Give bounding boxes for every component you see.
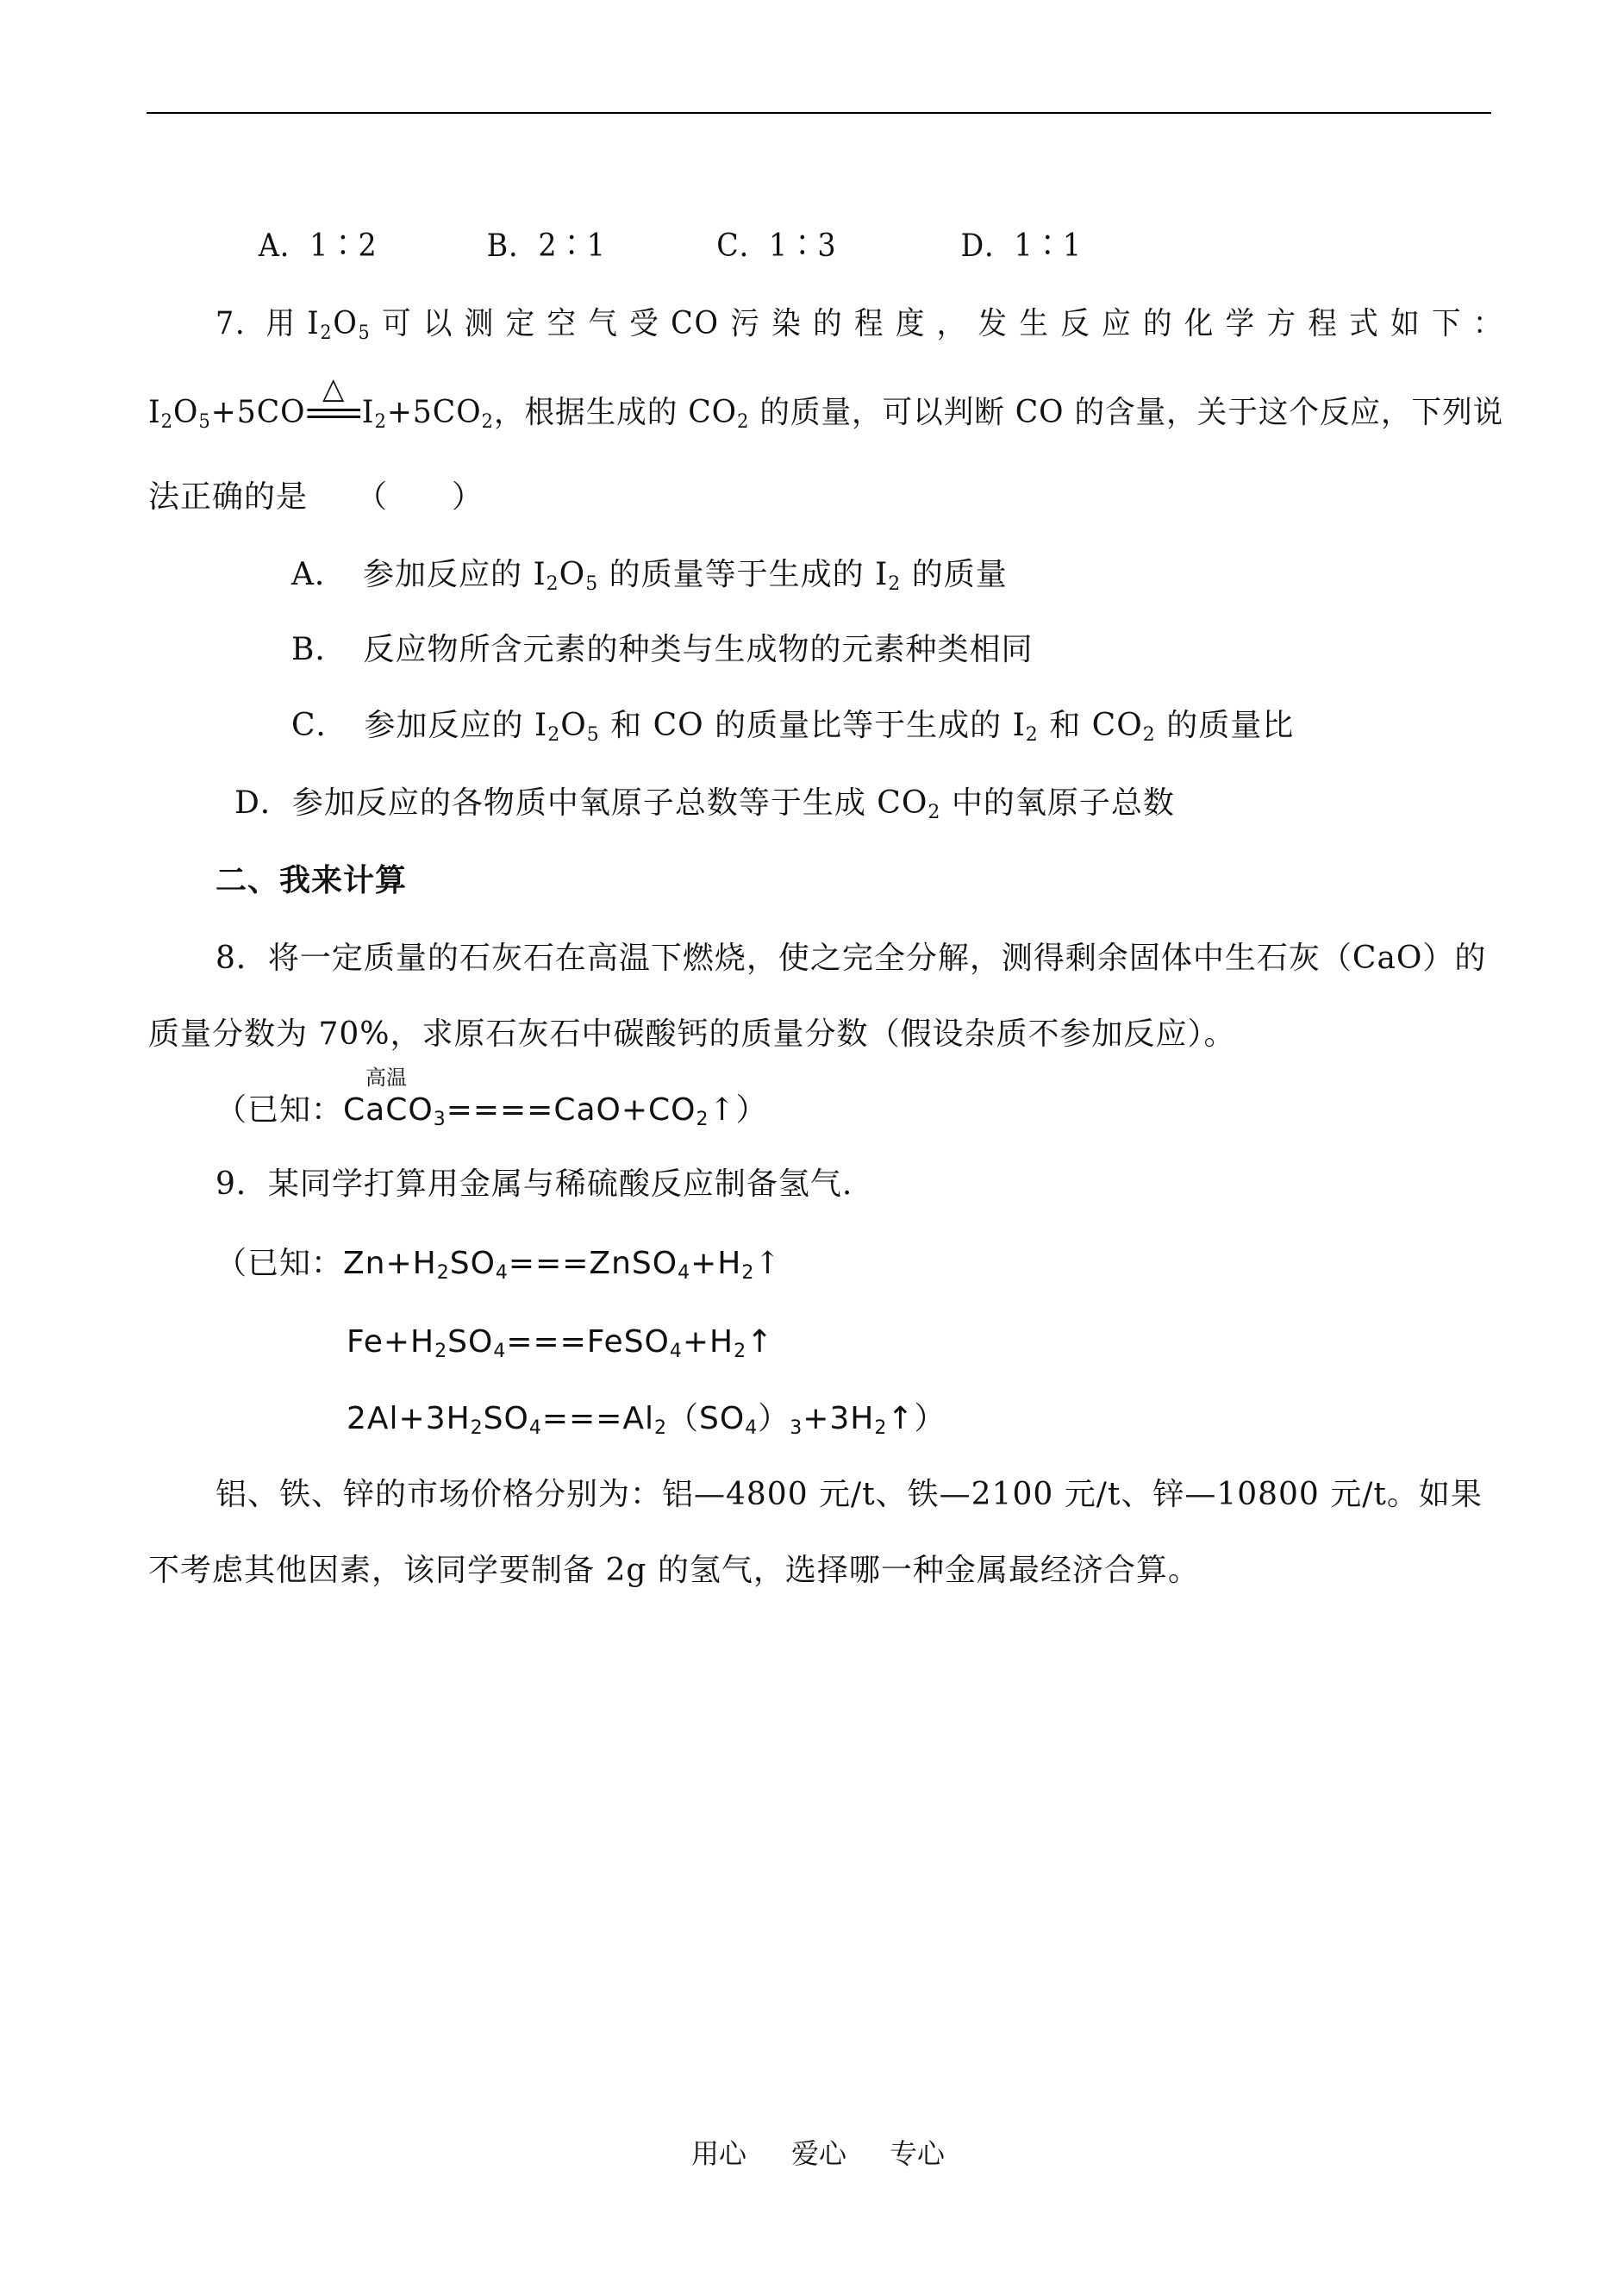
- q7-option-d: D．参加反应的各物质中氧原子总数等于生成 $CO_2$ 中的氧原子总数: [234, 785, 1175, 823]
- q7-question-line3: 法正确的是 （ ）: [148, 479, 484, 515]
- q7-option-a: A． 参加反应的 $I_2O_5$ 的质量等于生成的 $I_2$ 的质量: [291, 557, 1008, 595]
- footer-motto-3: 专心: [890, 2137, 946, 2170]
- q6-option-c: C．1∶3: [716, 228, 837, 264]
- q8-question-line1: 8．将一定质量的石灰石在高温下燃烧，使之完全分解，测得剩余固体中生石灰（CaO）的: [215, 941, 1487, 976]
- q7-equation-line: $I_2O_5+5CO$ △ $I_2+5CO_2$，根据生成的 $CO_2$ 的质量，可以判断 CO 的含量，关于这个反应，下列说: [148, 372, 1504, 433]
- q8-known-equation: （已知：$CaCO_3====CaO+CO_2↑$）: [215, 1092, 768, 1130]
- footer-motto-1: 用心: [691, 2137, 747, 2170]
- header-rule: [147, 112, 1491, 114]
- section-heading: 二、我来计算: [215, 863, 408, 898]
- q9-price-line1: 铝、铁、锌的市场价格分别为：铝—4800 元/t、铁—2100 元/t、锌—10800 元/t。如果: [215, 1477, 1483, 1512]
- footer-motto-2: 爱心: [791, 2137, 847, 2170]
- q8-reaction-condition: 高温: [365, 1066, 407, 1090]
- heat-reaction-sign: [305, 372, 361, 428]
- q7-option-b: B． 反应物所含元素的种类与生成物的元素种类相同: [291, 632, 1034, 667]
- q9-known-equation-al: $2Al+3H_2SO_4===Al_2(SO_4)_3+3H_2↑$）: [347, 1401, 946, 1439]
- q6-options: [0, 226, 1503, 267]
- q9-price-line2: 不考虑其他因素，该同学要制备 2g 的氢气，选择哪一种金属最经济合算。: [148, 1553, 1200, 1588]
- q9-known-equation-zn: （已知：$Zn+H_2SO_4===ZnSO_4+H_2↑$: [215, 1246, 782, 1284]
- q9-known-equation-fe: $Fe+H_2SO_4===FeSO_4+H_2↑$: [347, 1324, 774, 1362]
- q6-option-b: B．2∶1: [486, 228, 606, 264]
- q6-option-d: D．1∶1: [960, 228, 1082, 264]
- q7-option-c: C． 参加反应的 $I_2O_5$ 和 CO 的质量比等于生成的 $I_2$ 和 $CO_2$ 的质量比: [291, 708, 1295, 746]
- q8-question-line2: 质量分数为 70%，求原石灰石中碳酸钙的质量分数（假设杂质不参加反应）。: [148, 1016, 1236, 1052]
- formula-i2o5: $I_2O_5$: [148, 395, 211, 433]
- heat-condition-icon: △: [322, 372, 346, 406]
- q7-question-line1: 7．用 $I_2O_5$ 可 以 测 定 空 气 受 CO 污 染 的 程 度 ， 发 生 反 应 的 化 学 方 程 式 如 下 ：: [215, 306, 1504, 344]
- q6-option-a: A．1∶2: [258, 228, 378, 264]
- q9-question-line1: 9．某同学打算用金属与稀硫酸反应制备氢气.: [215, 1166, 853, 1202]
